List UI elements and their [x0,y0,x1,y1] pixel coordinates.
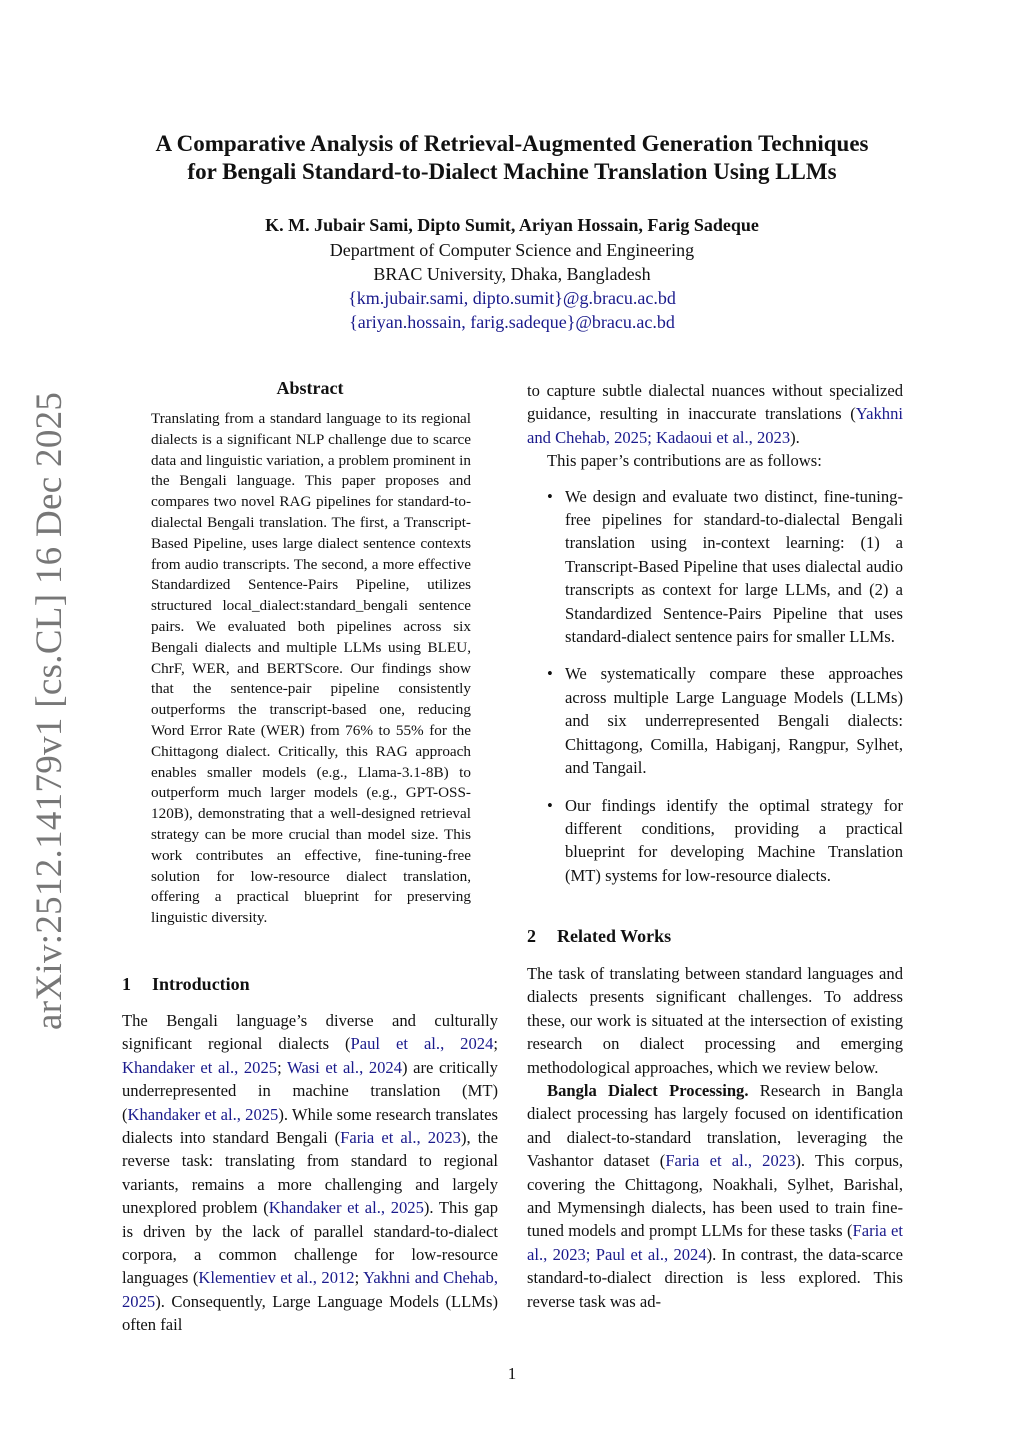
email-line-2[interactable]: {ariyan.hossain, farig.sadeque}@bracu.ac.bd [349,312,675,332]
related-works-paragraph: Bangla Dialect Processing. Research in Bangla dialect processing has largely focused on identification and dialect-to-standard translation, leveraging the Vashantor dataset (Faria et al., 2023). This corpus, covering the Chittagong, Noakhali, Sylhet, Barishal, and Mymensingh dialects, has been used to train fine-tuned models and prompt LLMs for these tasks (Faria et al., 2023; Paul et al., 2024). In contrast, the data-scarce standard-to-dialect direction is less explored. This reverse task was ad- [527,1081,903,1311]
section-number: 2 [527,926,536,946]
arxiv-stamp: arXiv:2512.14179v1 [cs.CL] 16 Dec 2025 [29,391,70,1030]
email-line-1[interactable]: {km.jubair.sami, dipto.sumit}@g.bracu.ac.bd [348,288,676,308]
section-introduction-heading [122,974,250,995]
citation-link[interactable]: Faria et al., 2023; Paul et al., 2024 [527,1221,903,1264]
list-item: • Our findings identify the optimal strategy for different conditions, providing a practical blueprint for developing Machine Translation (MT) systems for low-resource dialects. [547,795,903,885]
introduction-paragraph: The Bengali language’s diverse and culturally significant regional dialects (Paul et al., 2024; Khandaker et al., 2025; Wasi et al., 2024) are critically underrepresented in machine translation (MT) (Khandaker et al., 2025). While some research translates dialects into standard Bengali (Faria et al., 2023), the reverse task: translating from standard to regional variants, remains a more challenging and largely unexplored problem (Khandaker et al., 2025). This gap is driven by the lack of parallel standard-to-dialect corpora, a common challenge for low-resource languages (Klementiev et al., 2012; Yakhni and Chehab, 2025). Consequently, Large Language Models (LLMs) often fail [122,1011,498,1335]
bullet-icon: • [547,664,553,684]
author-list: K. M. Jubair Sami, Dipto Sumit, Ariyan Hossain, Farig Sadeque [265,215,759,235]
citation-link[interactable]: Yakhni and Chehab, 2025 [122,1268,498,1311]
citation-link[interactable]: Khandaker et al., 2025 [268,1198,424,1218]
title-line-2: for Bengali Standard-to-Dialect Machine Translation Using LLMs [187,159,837,184]
citation-link[interactable]: Wasi et al., 2024 [286,1057,403,1077]
citation-link[interactable]: Faria et al., 2023 [665,1151,796,1171]
citation-link[interactable]: Paul et al., 2024 [350,1034,494,1054]
title-line-1: A Comparative Analysis of Retrieval-Augmented Generation Techniques [155,131,869,156]
related-works-body [527,962,903,1313]
right-column-intro-continued [527,379,903,887]
citation-link[interactable]: Klementiev et al., 2012 [198,1268,355,1288]
section-title: Introduction [152,974,250,994]
page-number: 1 [507,1364,517,1383]
related-works-paragraph: The task of translating between standard languages and dialects presents significant challenges. To address these, our work is situated at the intersection of existing research on dialect processing and emerging methodological approaches, which we review below. [527,964,903,1077]
section-title: Related Works [557,926,672,946]
citation-link[interactable]: Yakhni and Chehab, 2025; Kadaoui et al., 2023 [527,404,903,447]
citation-link[interactable]: Khandaker et al., 2025 [122,1057,278,1077]
citation-link[interactable]: Faria et al., 2023 [340,1128,461,1148]
abstract-text: Translating from a standard language to its regional dialects is a significant NLP challenge due to scarce data and linguistic variation, a problem prominent in the Bengali language. This paper proposes and compares two novel RAG pipelines for standard-to-dialectal Bengali translation. The first, a Transcript-Based Pipeline, uses large dialect sentence contexts from audio transcripts. The second, a more effective Standardized Sentence-Pairs Pipeline, utilizes structured local_dialect:standard_bengali sentence pairs. We evaluated both pipelines across six Bengali dialects and multiple LLMs using BLEU, ChrF, WER, and BERTScore. Our findings show that the sentence-pair pipeline consistently outperforms the transcript-based one, reducing Word Error Rate (WER) from 76% to 55% for the Chittagong dialect. Critically, this RAG approach enables smaller models (e.g., Llama-3.1-8B) to outperform much larger models (e.g., GPT-OSS-120B), demonstrating that a well-designed retrieval strategy can be more crucial than model size. This work contributes an effective, fine-tuning-free solution for low-resource dialect translation, offering a practical blueprint for preserving linguistic diversity. [151,410,471,927]
intro-continued-paragraph: to capture subtle dialectal nuances without specialized guidance, resulting in inaccurate translations (Yakhni and Chehab, 2025; Kadaoui et al., 2023). [527,381,903,447]
list-item: • We design and evaluate two distinct, fine-tuning-free pipelines for standard-to-dialectal Bengali translation using in-context learning: (1) a Transcript-Based Pipeline that uses dialectal audio transcripts as context for large LLMs, and (2) a Standardized Sentence-Pairs Pipeline that uses standard-dialect sentence pairs for smaller LLMs. [547,486,903,647]
affiliation-department: Department of Computer Science and Engineering [329,240,695,260]
section-related-works-heading [527,926,671,947]
section-number: 1 [122,974,131,994]
run-in-heading: Bangla Dialect Processing. [547,1081,749,1101]
list-item: • We systematically compare these approaches across multiple Large Language Models (LLMs) and six underrepresented Bengali dialects: Chittagong, Comilla, Habiganj, Rangpur, Sylhet, and Tangail. [547,664,903,778]
affiliation-university: BRAC University, Dhaka, Bangladesh [373,264,651,284]
abstract-heading: Abstract [276,378,344,398]
bullet-icon: • [547,486,553,506]
citation-link[interactable]: Khandaker et al., 2025 [127,1104,279,1124]
paper-title [100,130,924,186]
contributions-list [527,485,903,888]
bullet-icon: • [547,795,553,815]
introduction-body [122,1009,498,1337]
contributions-lead: This paper’s contributions are as follows: [547,451,822,471]
